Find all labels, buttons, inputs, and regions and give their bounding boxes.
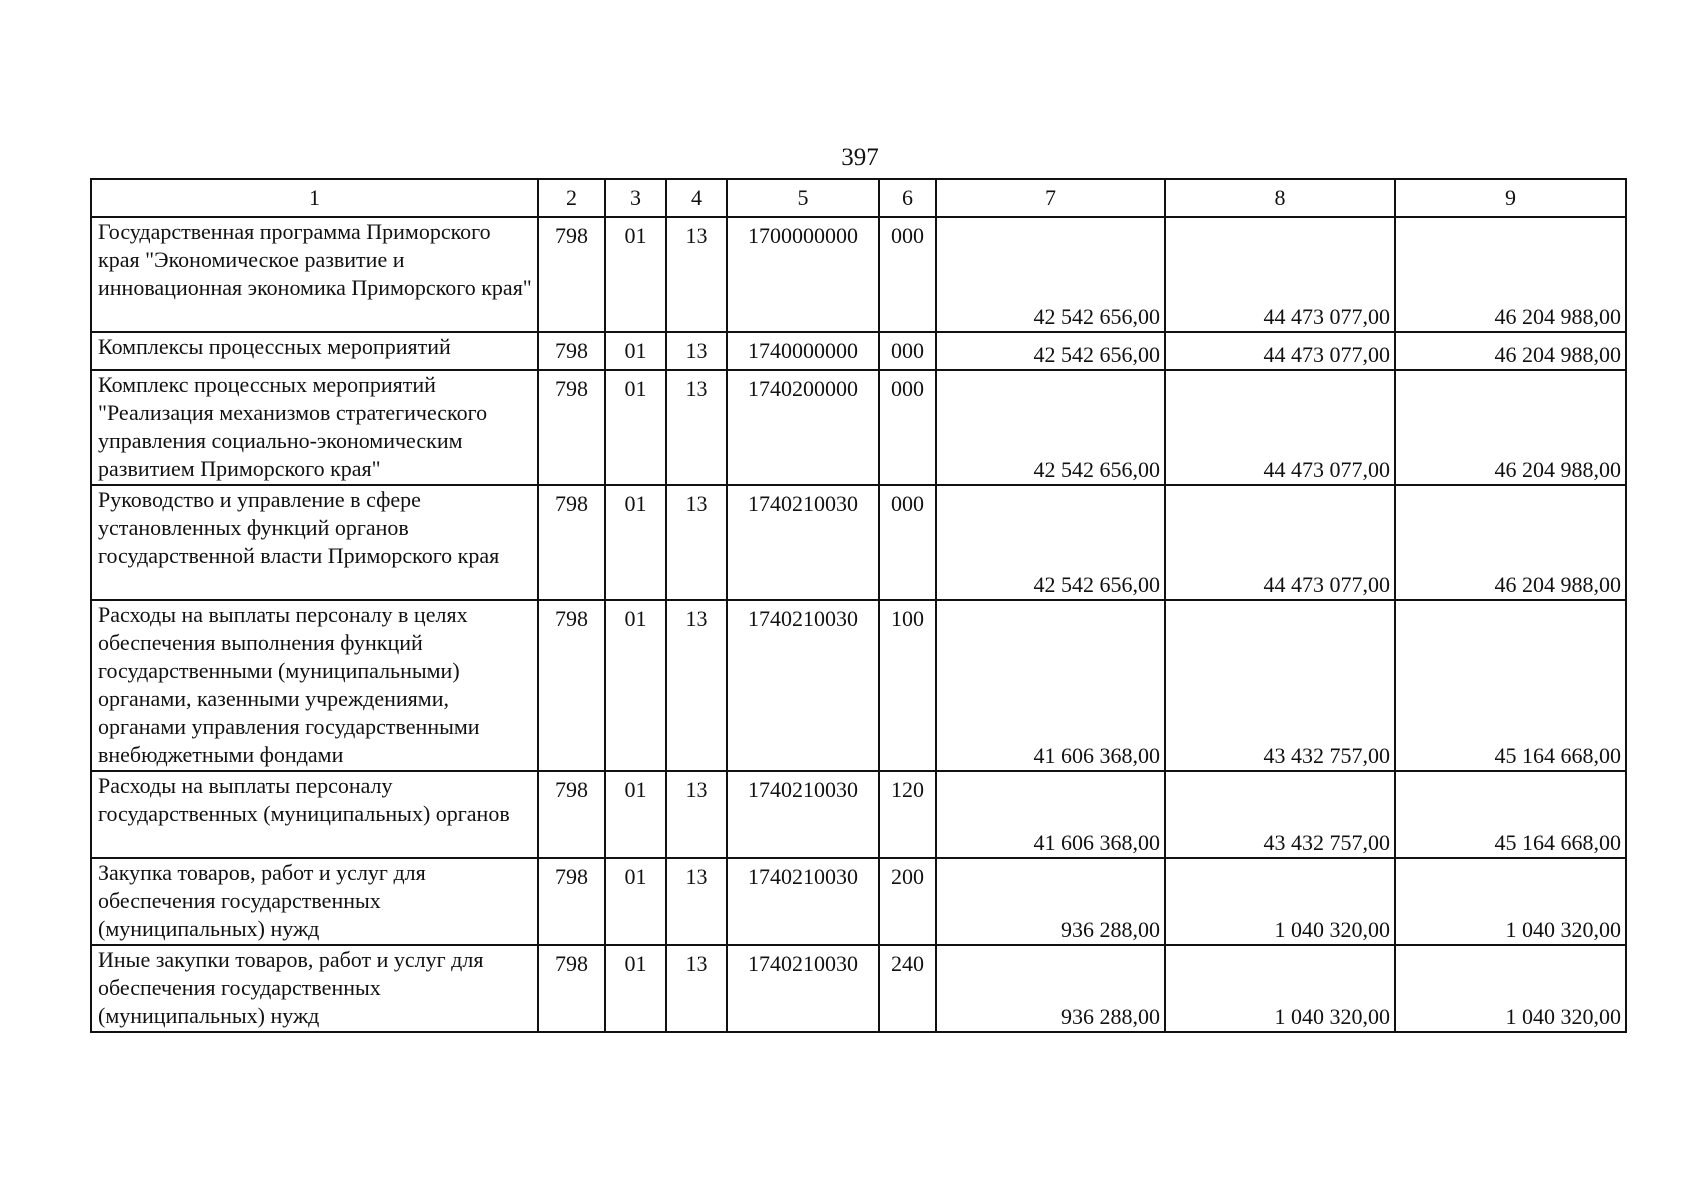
code-cell: 01 <box>605 217 666 332</box>
code-cell: 1740210030 <box>727 600 879 771</box>
column-header: 4 <box>666 179 727 217</box>
code-cell: 798 <box>538 771 605 858</box>
code-cell: 120 <box>879 771 936 858</box>
code-cell: 798 <box>538 600 605 771</box>
code-cell: 13 <box>666 217 727 332</box>
amount-cell: 44 473 077,00 <box>1165 217 1395 332</box>
row-name: Расходы на выплаты персоналу в целях обеспечения выполнения функций государственными (муниципальными) органами, казенными учреждениями, органами управления государственными внебюджетными фондами <box>91 600 538 771</box>
amount-cell: 45 164 668,00 <box>1395 600 1626 771</box>
amount-cell: 1 040 320,00 <box>1165 858 1395 945</box>
amount-cell: 44 473 077,00 <box>1165 332 1395 370</box>
amount-cell: 46 204 988,00 <box>1395 332 1626 370</box>
table-row <box>91 370 1626 485</box>
code-cell: 200 <box>879 858 936 945</box>
code-cell: 100 <box>879 600 936 771</box>
amount-cell: 42 542 656,00 <box>936 332 1165 370</box>
code-cell: 01 <box>605 858 666 945</box>
amount-cell: 44 473 077,00 <box>1165 370 1395 485</box>
page-number: 397 <box>841 144 879 171</box>
amount-cell: 46 204 988,00 <box>1395 485 1626 600</box>
column-header: 8 <box>1165 179 1395 217</box>
code-cell: 01 <box>605 370 666 485</box>
code-cell: 01 <box>605 771 666 858</box>
code-cell: 1740210030 <box>727 485 879 600</box>
column-header: 1 <box>91 179 538 217</box>
code-cell: 13 <box>666 370 727 485</box>
column-header: 2 <box>538 179 605 217</box>
code-cell: 13 <box>666 332 727 370</box>
code-cell: 798 <box>538 485 605 600</box>
code-cell: 01 <box>605 332 666 370</box>
code-cell: 798 <box>538 332 605 370</box>
amount-cell: 44 473 077,00 <box>1165 485 1395 600</box>
row-name: Закупка товаров, работ и услуг для обеспечения государственных (муниципальных) нужд <box>91 858 538 945</box>
code-cell: 13 <box>666 485 727 600</box>
code-cell: 1740210030 <box>727 771 879 858</box>
code-cell: 000 <box>879 217 936 332</box>
amount-cell: 936 288,00 <box>936 858 1165 945</box>
code-cell: 000 <box>879 485 936 600</box>
code-cell: 1700000000 <box>727 217 879 332</box>
code-cell: 01 <box>605 945 666 1032</box>
table-row <box>91 858 1626 945</box>
row-name: Руководство и управление в сфере установленных функций органов государственной власти Приморского края <box>91 485 538 600</box>
code-cell: 01 <box>605 600 666 771</box>
budget-table <box>90 178 1627 1033</box>
column-header: 6 <box>879 179 936 217</box>
amount-cell: 42 542 656,00 <box>936 370 1165 485</box>
table-row <box>91 217 1626 332</box>
code-cell: 13 <box>666 600 727 771</box>
amount-cell: 43 432 757,00 <box>1165 600 1395 771</box>
column-header: 3 <box>605 179 666 217</box>
table-row <box>91 600 1626 771</box>
column-number-header <box>91 179 1626 217</box>
code-cell: 1740000000 <box>727 332 879 370</box>
row-name: Комплекс процессных мероприятий "Реализация механизмов стратегического управления социально-экономическим развитием Приморского края" <box>91 370 538 485</box>
code-cell: 1740210030 <box>727 945 879 1032</box>
amount-cell: 46 204 988,00 <box>1395 217 1626 332</box>
table-row <box>91 332 1626 370</box>
code-cell: 13 <box>666 945 727 1032</box>
code-cell: 1740210030 <box>727 858 879 945</box>
amount-cell: 1 040 320,00 <box>1395 858 1626 945</box>
amount-cell: 42 542 656,00 <box>936 485 1165 600</box>
amount-cell: 46 204 988,00 <box>1395 370 1626 485</box>
row-name: Расходы на выплаты персоналу государственных (муниципальных) органов <box>91 771 538 858</box>
code-cell: 798 <box>538 945 605 1032</box>
code-cell: 1740200000 <box>727 370 879 485</box>
amount-cell: 43 432 757,00 <box>1165 771 1395 858</box>
code-cell: 01 <box>605 485 666 600</box>
table-row <box>91 945 1626 1032</box>
amount-cell: 1 040 320,00 <box>1165 945 1395 1032</box>
table-row <box>91 485 1626 600</box>
amount-cell: 45 164 668,00 <box>1395 771 1626 858</box>
code-cell: 000 <box>879 370 936 485</box>
row-name: Иные закупки товаров, работ и услуг для обеспечения государственных (муниципальных) нужд <box>91 945 538 1032</box>
code-cell: 798 <box>538 217 605 332</box>
row-name: Комплексы процессных мероприятий <box>91 332 538 370</box>
code-cell: 000 <box>879 332 936 370</box>
amount-cell: 1 040 320,00 <box>1395 945 1626 1032</box>
amount-cell: 41 606 368,00 <box>936 600 1165 771</box>
code-cell: 240 <box>879 945 936 1032</box>
column-header: 7 <box>936 179 1165 217</box>
amount-cell: 936 288,00 <box>936 945 1165 1032</box>
row-name: Государственная программа Приморского края "Экономическое развитие и инновационная экономика Приморского края" <box>91 217 538 332</box>
code-cell: 798 <box>538 858 605 945</box>
code-cell: 13 <box>666 771 727 858</box>
amount-cell: 42 542 656,00 <box>936 217 1165 332</box>
column-header: 9 <box>1395 179 1626 217</box>
column-header: 5 <box>727 179 879 217</box>
code-cell: 798 <box>538 370 605 485</box>
amount-cell: 41 606 368,00 <box>936 771 1165 858</box>
code-cell: 13 <box>666 858 727 945</box>
table-row <box>91 771 1626 858</box>
